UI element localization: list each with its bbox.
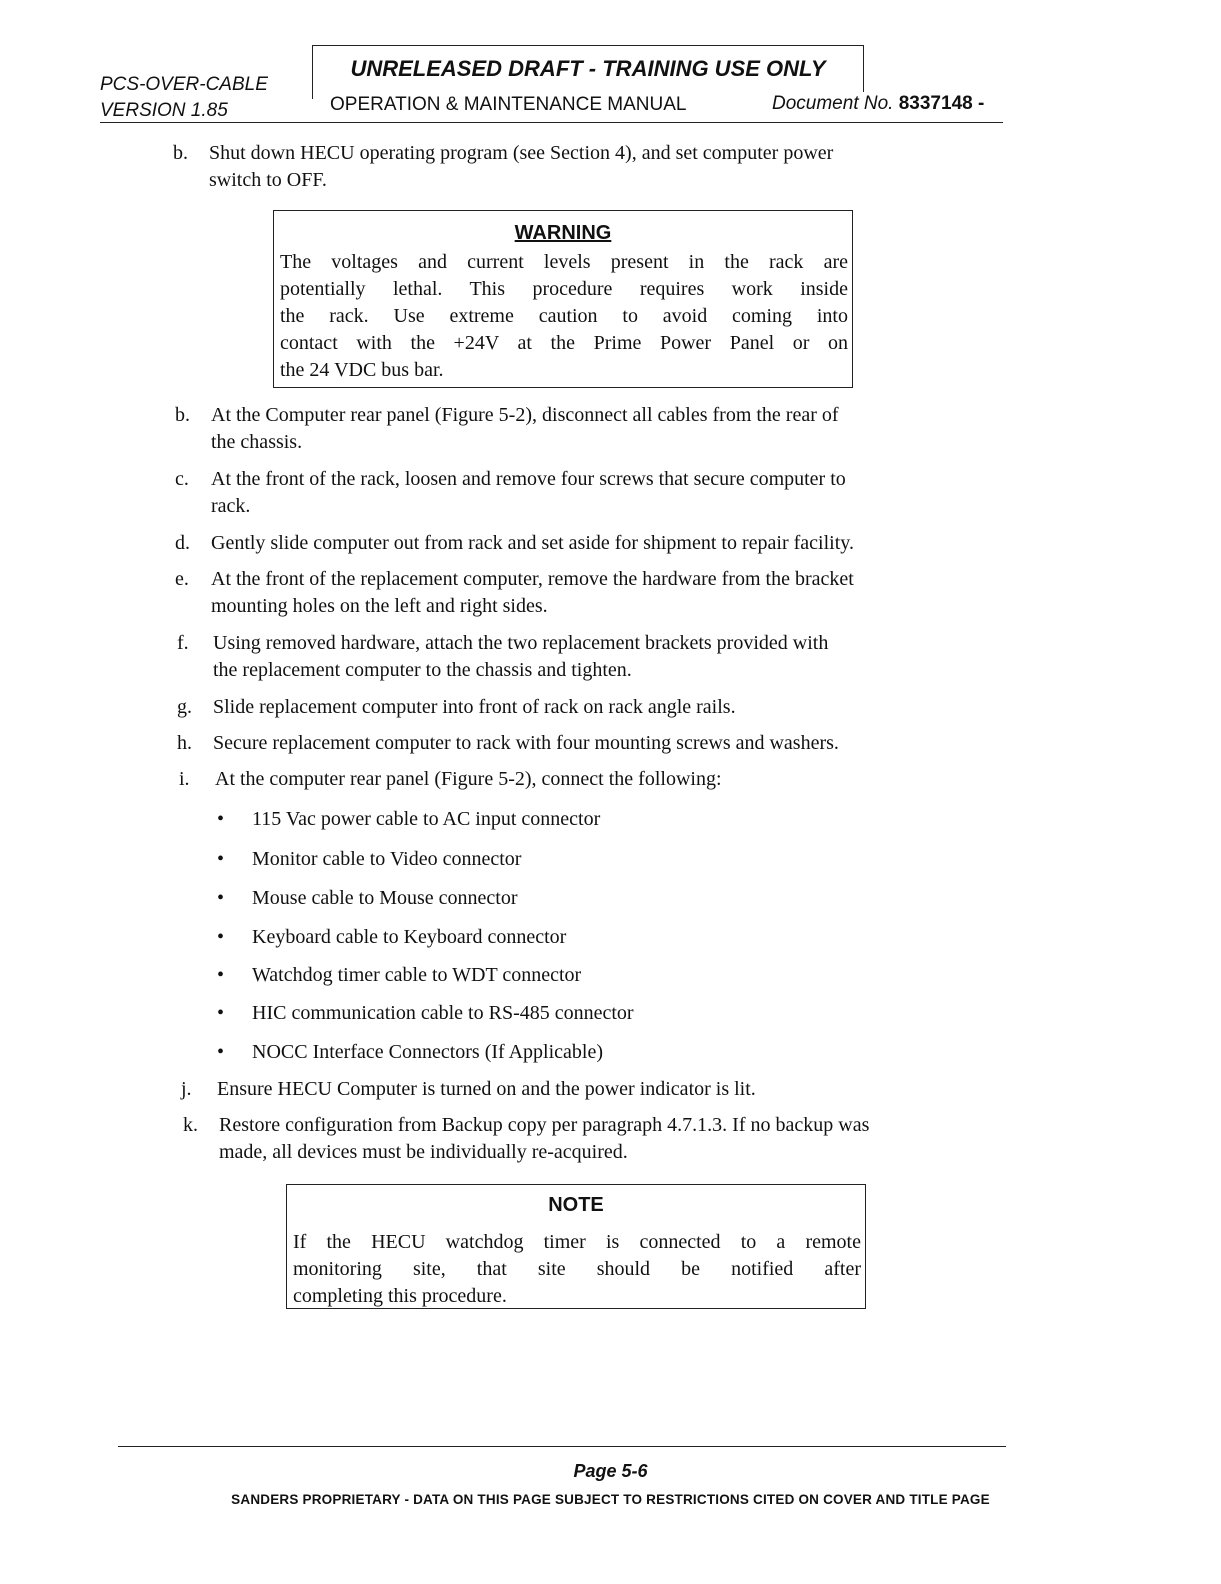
step-label: h. bbox=[177, 732, 192, 754]
product-version: VERSION 1.85 bbox=[100, 100, 228, 121]
step-label: b. bbox=[173, 142, 188, 164]
bullet-text: 115 Vac power cable to AC input connector bbox=[252, 808, 601, 830]
step-item bbox=[175, 530, 1045, 558]
bullet-dot: • bbox=[217, 1002, 225, 1024]
footer-rule bbox=[118, 1446, 1006, 1447]
step-item bbox=[179, 766, 1039, 794]
step-item bbox=[175, 466, 1035, 522]
step-item bbox=[177, 694, 1037, 722]
step-label: b. bbox=[175, 404, 190, 426]
bullet-dot: • bbox=[217, 848, 225, 870]
note-box bbox=[286, 1184, 866, 1309]
step-text: Shut down HECU operating program (see Section 4), and set computer power switch to OFF. bbox=[209, 142, 834, 191]
step-text: Slide replacement computer into front of rack on rack angle rails. bbox=[213, 696, 736, 718]
warning-box bbox=[273, 210, 853, 388]
draft-box-divider bbox=[312, 91, 313, 99]
step-text: Secure replacement computer to rack with four mounting screws and washers. bbox=[213, 732, 839, 754]
step-text: At the Computer rear panel (Figure 5-2), disconnect all cables from the rear of the chassis. bbox=[211, 404, 839, 453]
step-label: k. bbox=[183, 1114, 198, 1136]
document-number bbox=[772, 93, 984, 115]
step-item bbox=[177, 730, 1037, 758]
manual-title: OPERATION & MAINTENANCE MANUAL bbox=[330, 94, 687, 115]
proprietary-notice: SANDERS PROPRIETARY - DATA ON THIS PAGE SUBJECT TO RESTRICTIONS CITED ON COVER AND TITLE PAGE bbox=[231, 1492, 990, 1507]
step-label: g. bbox=[177, 696, 192, 718]
step-text: Ensure HECU Computer is turned on and the power indicator is lit. bbox=[217, 1078, 756, 1100]
step-label: e. bbox=[175, 568, 189, 590]
warning-text: The voltages and current levels present in the rack are potentially lethal. This procedure requires work inside the rack. Use extreme caution to avoid coming into contact with the +24V at the Prime Power Panel or on the 24 VDC bus bar. bbox=[280, 251, 848, 381]
step-item bbox=[181, 1076, 1041, 1104]
bullet-text: Watchdog timer cable to WDT connector bbox=[252, 964, 582, 986]
bullet-text: Keyboard cable to Keyboard connector bbox=[252, 926, 567, 948]
bullet-dot: • bbox=[217, 887, 225, 909]
step-item bbox=[175, 402, 1035, 458]
bullet-dot: • bbox=[217, 1041, 225, 1063]
document-number-label: Document No. bbox=[772, 93, 894, 114]
product-name: PCS-OVER-CABLE bbox=[100, 74, 268, 95]
step-label: i. bbox=[179, 768, 190, 790]
draft-notice: UNRELEASED DRAFT - TRAINING USE ONLY bbox=[312, 45, 864, 92]
document-header-left bbox=[100, 72, 268, 124]
bullet-text: HIC communication cable to RS-485 connector bbox=[252, 1002, 634, 1024]
bullet-text: Mouse cable to Mouse connector bbox=[252, 887, 518, 909]
bullet-text: Monitor cable to Video connector bbox=[252, 848, 522, 870]
step-text: At the computer rear panel (Figure 5-2), connect the following: bbox=[215, 768, 722, 790]
header-rule bbox=[100, 122, 1003, 123]
document-number-value: 8337148 - bbox=[898, 93, 985, 114]
page-number: Page 5-6 bbox=[573, 1461, 648, 1481]
step-label: c. bbox=[175, 468, 189, 490]
step-label: f. bbox=[177, 632, 189, 654]
note-text: If the HECU watchdog timer is connected to a remote monitoring site, that site should be notified after completing this procedure. bbox=[293, 1231, 861, 1307]
step-text: At the front of the replacement computer, remove the hardware from the bracket mounting holes on the left and right sides. bbox=[211, 568, 854, 617]
step-text: Gently slide computer out from rack and set aside for shipment to repair facility. bbox=[211, 532, 854, 554]
step-label: d. bbox=[175, 532, 190, 554]
bullet-text: NOCC Interface Connectors (If Applicable) bbox=[252, 1041, 603, 1063]
step-label: j. bbox=[181, 1078, 192, 1100]
warning-heading: WARNING bbox=[514, 222, 612, 244]
step-text: Using removed hardware, attach the two replacement brackets provided with the replacement computer to the chassis and tighten. bbox=[213, 632, 829, 681]
bullet-dot: • bbox=[217, 964, 225, 986]
step-item bbox=[183, 1112, 1063, 1168]
step-item bbox=[175, 566, 1045, 622]
step-item bbox=[173, 140, 1033, 196]
step-text: At the front of the rack, loosen and remove four screws that secure computer to rack. bbox=[211, 468, 846, 517]
step-text: Restore configuration from Backup copy per paragraph 4.7.1.3. If no backup was made, all devices must be individually re-acquired. bbox=[219, 1114, 870, 1163]
bullet-dot: • bbox=[217, 926, 225, 948]
note-heading: NOTE bbox=[548, 1194, 604, 1216]
step-item bbox=[177, 630, 1037, 686]
bullet-dot: • bbox=[217, 808, 225, 830]
